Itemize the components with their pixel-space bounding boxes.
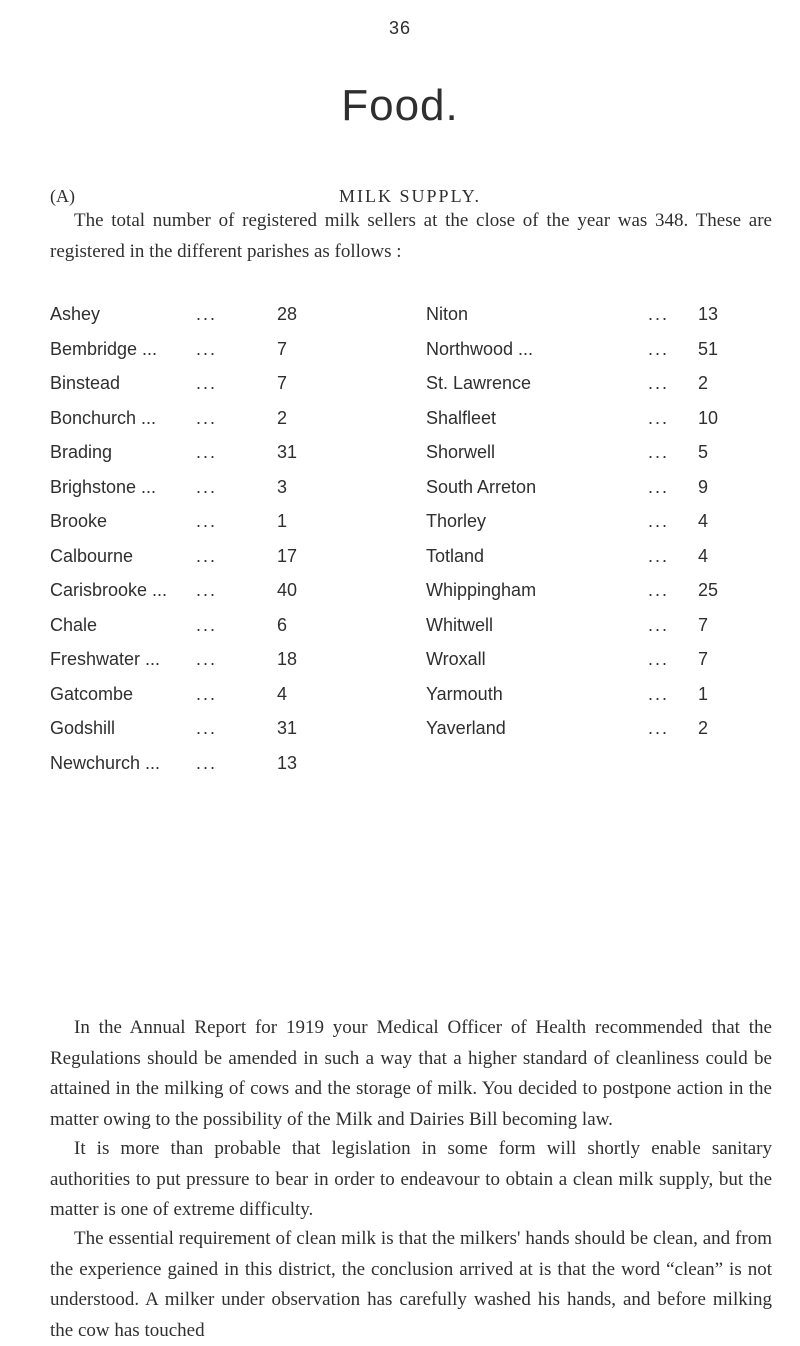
parish-count: 13 xyxy=(698,304,719,324)
parish-name: Yaverland xyxy=(426,718,506,738)
parish-name: Shorwell xyxy=(426,442,496,462)
page-number: 36 xyxy=(388,18,412,38)
leader-dots: ... xyxy=(648,614,670,635)
leader-dots: ... xyxy=(648,649,670,669)
table-row xyxy=(50,297,772,332)
parish-count: 18 xyxy=(277,649,298,669)
leader-dots: ... xyxy=(196,614,218,635)
parish-count: 3 xyxy=(277,476,288,497)
parish-name: Ashey xyxy=(50,304,101,324)
leader-dots: ... xyxy=(648,580,670,600)
table-row xyxy=(50,435,772,470)
leader-dots: ... xyxy=(196,476,218,497)
leader-dots: ... xyxy=(648,338,670,359)
parish-name: Yarmouth xyxy=(426,683,503,704)
leader-dots: ... xyxy=(648,304,670,324)
leader-dots: ... xyxy=(196,580,218,600)
leader-dots: ... xyxy=(648,442,670,462)
leader-dots: ... xyxy=(196,407,218,428)
parish-name: Brighstone ... xyxy=(50,476,157,497)
section-label: (A) xyxy=(50,186,75,206)
section-heading: MILK SUPPLY. xyxy=(339,186,481,206)
parish-name: Brading xyxy=(50,442,113,462)
leader-dots: ... xyxy=(196,511,218,531)
table-row xyxy=(50,711,772,746)
parish-name: Chale xyxy=(50,614,98,635)
parish-name: Thorley xyxy=(426,511,487,531)
parish-name: Wroxall xyxy=(426,649,486,669)
table-row xyxy=(50,573,772,608)
table-row xyxy=(50,504,772,539)
table-row xyxy=(50,539,772,574)
parish-count: 5 xyxy=(698,442,709,462)
leader-dots: ... xyxy=(648,545,670,566)
table-row xyxy=(50,746,772,781)
parish-name: Binstead xyxy=(50,373,121,393)
parish-count: 13 xyxy=(277,752,298,773)
body-paragraph: In the Annual Report for 1919 your Medical Officer of Health recommended that the Regulations should be amended in such a way that a higher standard of cleanliness could be attained in the milking of cows and the storage of milk. You decided to postpone action in the matter owing to the possibility of the Milk and Dairies Bill becoming law. xyxy=(50,1017,772,1130)
parish-name: Bonchurch ... xyxy=(50,407,157,428)
leader-dots: ... xyxy=(196,373,218,393)
table-row xyxy=(50,642,772,677)
body-paragraph: The essential requirement of clean milk is that the milkers' hands should be clean, and from the experience gained in this district, the conclusion arrived at is that the word “clean” is not understood. A milker under observation has carefully washed his hands, and before milking the cow has touched xyxy=(50,1228,772,1341)
leader-dots: ... xyxy=(648,407,670,428)
parish-name: Bembridge ... xyxy=(50,338,158,359)
parish-count: 7 xyxy=(698,614,709,635)
parish-name: Northwood ... xyxy=(426,338,534,359)
table-row xyxy=(50,401,772,436)
leader-dots: ... xyxy=(648,373,670,393)
leader-dots: ... xyxy=(648,511,670,531)
parish-name: Niton xyxy=(426,304,469,324)
parish-count: 4 xyxy=(698,511,709,531)
leader-dots: ... xyxy=(648,718,670,738)
leader-dots: ... xyxy=(648,476,670,497)
table-row xyxy=(50,470,772,505)
parish-name: Newchurch ... xyxy=(50,752,161,773)
parish-count: 9 xyxy=(698,476,709,497)
parish-name: Brooke xyxy=(50,511,108,531)
parish-count: 31 xyxy=(277,718,298,738)
leader-dots: ... xyxy=(648,683,670,704)
parish-name: Carisbrooke ... xyxy=(50,580,168,600)
parish-table xyxy=(50,297,772,780)
leader-dots: ... xyxy=(196,304,218,324)
parish-count: 4 xyxy=(698,545,709,566)
table-row xyxy=(50,366,772,401)
page-title: Food. xyxy=(341,81,459,130)
parish-count: 6 xyxy=(277,614,288,635)
parish-name: Whitwell xyxy=(426,614,494,635)
leader-dots: ... xyxy=(196,649,218,669)
parish-count: 1 xyxy=(277,511,288,531)
leader-dots: ... xyxy=(196,338,218,359)
parish-name: Godshill xyxy=(50,718,116,738)
parish-name: St. Lawrence xyxy=(426,373,532,393)
parish-count: 31 xyxy=(277,442,298,462)
leader-dots: ... xyxy=(196,442,218,462)
parish-count: 28 xyxy=(277,304,298,324)
table-row xyxy=(50,677,772,712)
parish-name: Whippingham xyxy=(426,580,537,600)
parish-count: 7 xyxy=(698,649,709,669)
parish-count: 2 xyxy=(277,407,288,428)
leader-dots: ... xyxy=(196,752,218,773)
parish-count: 17 xyxy=(277,545,298,566)
parish-count: 25 xyxy=(698,580,719,600)
parish-count: 40 xyxy=(277,580,298,600)
parish-name: Totland xyxy=(426,545,485,566)
parish-name: Calbourne xyxy=(50,545,134,566)
table-row xyxy=(50,608,772,643)
parish-count: 7 xyxy=(277,338,288,359)
parish-name: South Arreton xyxy=(426,476,537,497)
parish-count: 7 xyxy=(277,373,288,393)
parish-name: Gatcombe xyxy=(50,683,134,704)
parish-count: 1 xyxy=(698,683,709,704)
parish-count: 4 xyxy=(277,683,288,704)
intro-paragraph: The total number of registered milk sellers at the close of the year was 348. These are registered in the different parishes as follows : xyxy=(50,210,772,262)
parish-count: 2 xyxy=(698,718,709,738)
table-row xyxy=(50,332,772,367)
parish-count: 51 xyxy=(698,338,719,359)
parish-count: 10 xyxy=(698,407,719,428)
leader-dots: ... xyxy=(196,545,218,566)
parish-count: 2 xyxy=(698,373,709,393)
leader-dots: ... xyxy=(196,683,218,704)
leader-dots: ... xyxy=(196,718,218,738)
parish-name: Shalfleet xyxy=(426,407,497,428)
body-paragraph: It is more than probable that legislation in some form will shortly enable sanitary authorities to put pressure to bear in order to endeavour to obtain a clean milk supply, but the matter is one of extreme difficulty. xyxy=(50,1138,772,1220)
parish-name: Freshwater ... xyxy=(50,649,161,669)
